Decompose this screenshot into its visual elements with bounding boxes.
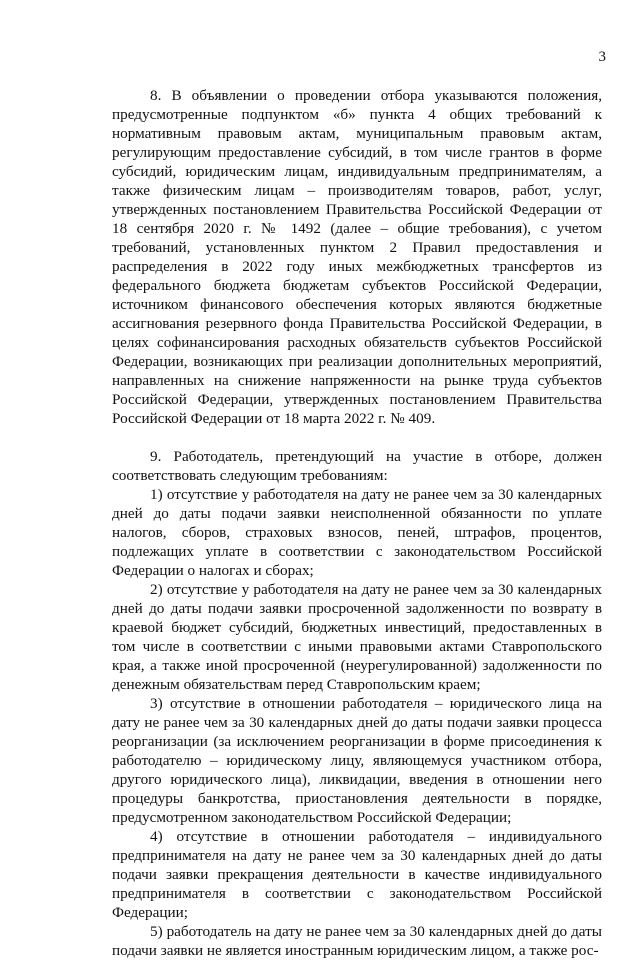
page-number: 3	[598, 49, 606, 65]
clause-9-item-5: 5) работодатель на дату не ранее чем за 30 календарных дней до даты подачи заявки не является иностранным юридическим лицом, а также рос-	[112, 923, 602, 959]
clause-9-item-3: 3) отсутствие в отношении работодателя – юридического лица на дату не ранее чем за 30 календарных дней до даты подачи заявки процесса реорганизации (за исключением реорганизации в форме присоединения к работодателю – юридическому лицу, являющемуся участником отбора, другого юридического лица), ликвидации, введения в отношении него процедуры банкротства, приостановления деятельности в порядке, предусмотренном законодательством Российской Федерации;	[112, 695, 602, 826]
clause-9-item-4: 4) отсутствие в отношении работодателя – индивидуального предпринимателя на дату не ранее чем за 30 календарных дней до даты подачи заявки прекращения деятельности в качестве индивидуального предпринимателя в соответствии с законодательством Российской Федерации;	[112, 828, 602, 921]
clause-8-paragraph: 8. В объявлении о проведении отбора указываются положения, предусмотренные подпунктом «б» пункта 4 общих требований к нормативным правовым актам, муниципальным правовым актам, регулирующим предоставление субсидий, в том числе грантов в форме субсидий, юридическим лицам, индивидуальным предпринимателям, а также физическим лицам – производителям товаров, работ, услуг, утвержденных постановлением Правительства Российской Федерации от 18 сентября 2020 г. № 1492 (далее – общие требования), с учетом требований, установленных пунктом 2 Правил предоставления и распределения в 2022 году иных межбюджетных трансфертов из федерального бюджета бюджетам субъектов Российской Федерации, источником финансового обеспечения которых являются бюджетные ассигнования резервного фонда Правительства Российской Федерации, в целях софинансирования расходных обязательств субъектов Российской Федерации, возникающих при реализации дополнительных мероприятий, направленных на снижение напряженности на рынке труда субъектов Российской Федерации, утвержденных постановлением Правительства Российской Федерации от 18 марта 2022 г. № 409.	[112, 87, 602, 427]
clause-9-paragraph: 9. Работодатель, претендующий на участие в отборе, должен соответствовать следующим требованиям:	[112, 448, 602, 484]
clause-9-item-1: 1) отсутствие у работодателя на дату не ранее чем за 30 календарных дней до даты подачи заявки неисполненной обязанности по уплате налогов, сборов, страховых взносов, пеней, штрафов, процентов, подлежащих уплате в соответствии с законодательством Российской Федерации о налогах и сборах;	[112, 486, 602, 579]
document-body	[112, 86, 602, 960]
clause-9-item-2: 2) отсутствие у работодателя на дату не ранее чем за 30 календарных дней до даты подачи заявки просроченной задолженности по возврату в краевой бюджет субсидий, бюджетных инвестиций, предоставленных в том числе в соответствии с иными правовыми актами Ставропольского края, а также иной просроченной (неурегулированной) задолженности по денежным обязательствам перед Ставропольским краем;	[112, 581, 602, 693]
